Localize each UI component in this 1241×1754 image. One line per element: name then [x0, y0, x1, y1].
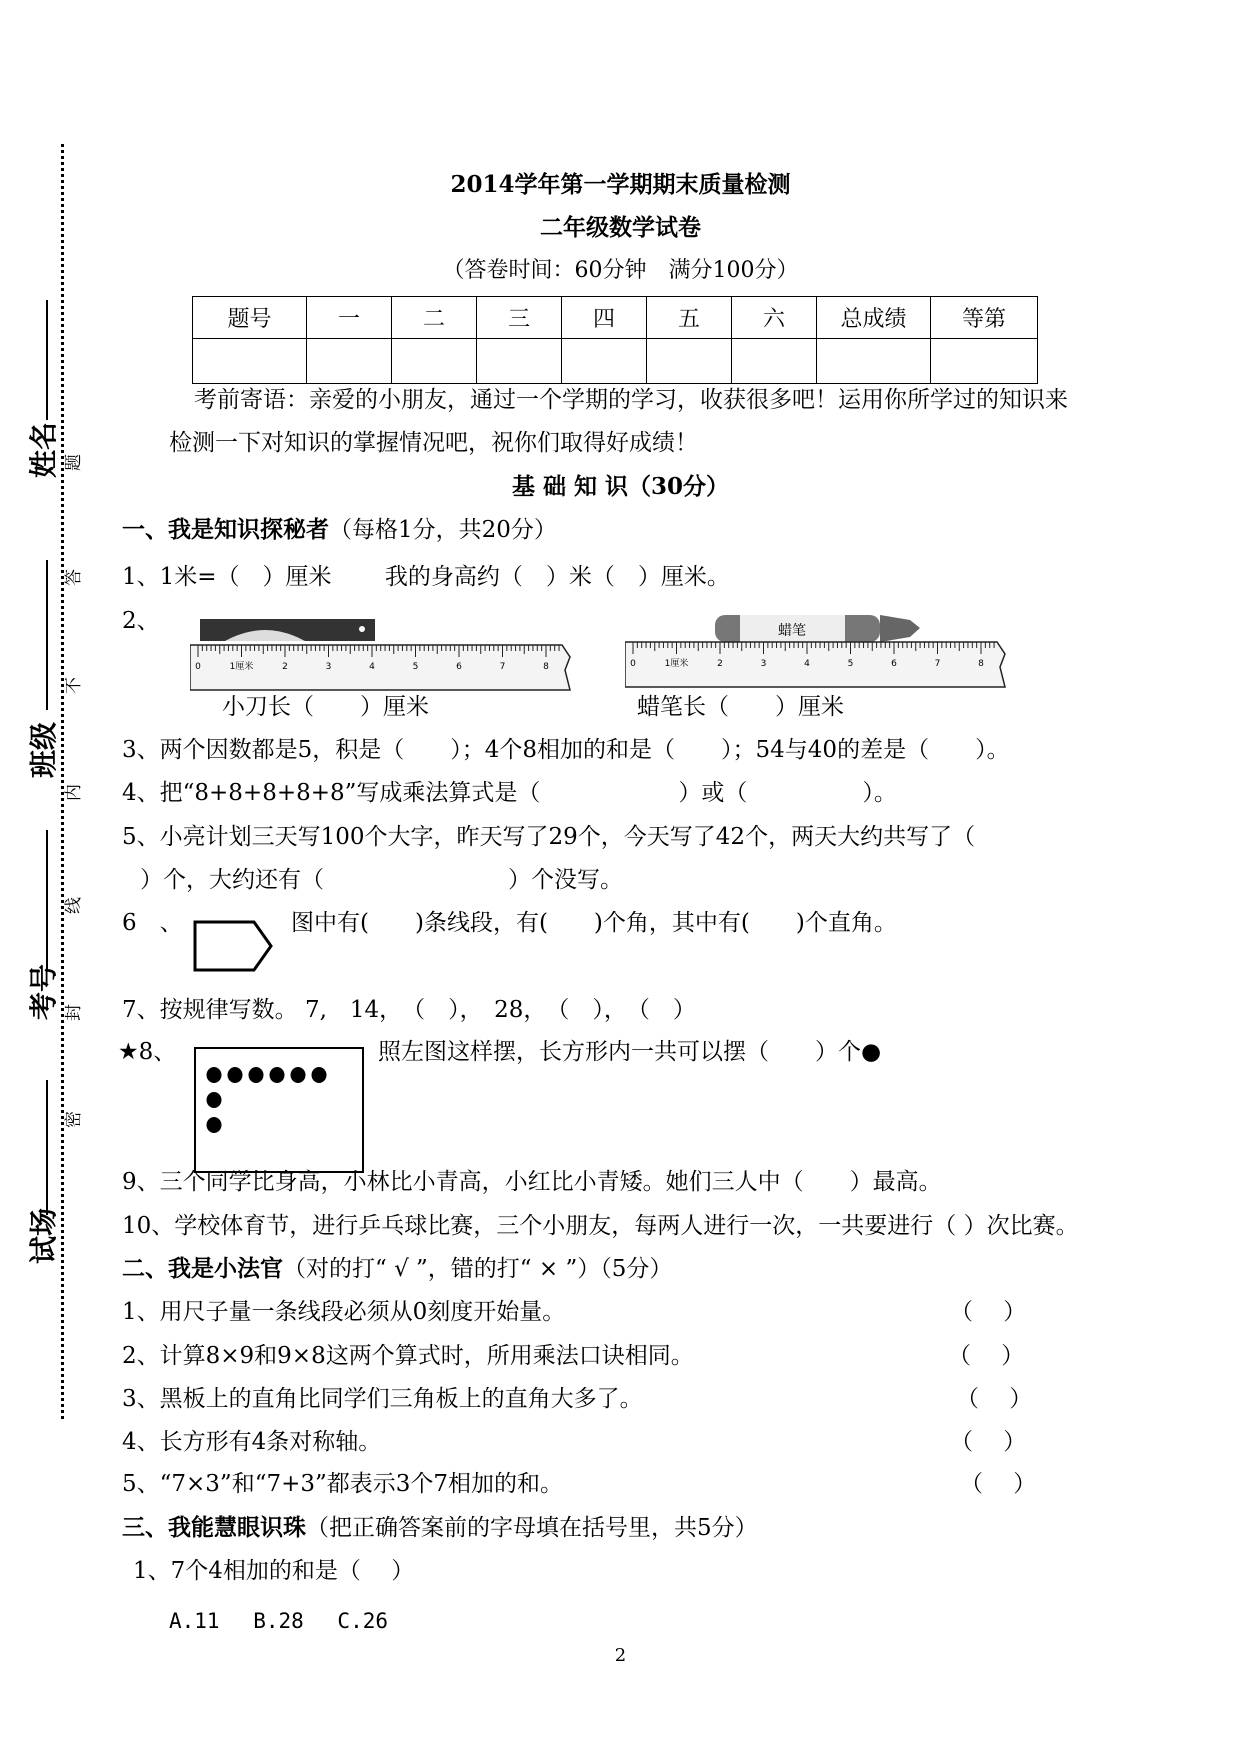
score-table-header: 一 — [307, 297, 392, 339]
ruler-unit-label: 1厘米 — [229, 662, 254, 672]
class-underline — [46, 560, 48, 710]
question-1-10: 10、学校体育节，进行乒乓球比赛，三个小朋友，每两人进行一次，一共要进行（ ）次比赛。 — [122, 1213, 1079, 1239]
rectangle-shape — [195, 1048, 363, 1172]
ruler-number: 8 — [978, 659, 984, 669]
message-line-1: 考前寄语：亲爱的小朋友，通过一个学期的学习，收获很多吧！运用你所学过的知识来 — [194, 387, 1068, 413]
question-1-9: 9、三个同学比身高，小林比小青高，小红比小青矮。她们三人中（ ）最高。 — [122, 1169, 942, 1195]
score-table-header: 三 — [477, 297, 562, 339]
choice-question-1: 1、7个4相加的和是（ ） — [133, 1558, 415, 1584]
score-cell — [193, 339, 307, 384]
ruler-number: 7 — [499, 662, 506, 672]
name-field-label: 姓名 — [27, 421, 61, 479]
ruler-number: 5 — [847, 659, 854, 669]
ruler-number: 0 — [195, 662, 201, 672]
section-2-title: 二、我是小法官 — [122, 1255, 283, 1282]
ruler-number: 8 — [543, 662, 549, 672]
dots-rectangle-figure — [192, 1045, 367, 1175]
dot — [228, 1067, 243, 1083]
section-2-note: （对的打“ √ ”，错的打“ × ”）（5分） — [283, 1256, 673, 1282]
score-cell — [931, 339, 1038, 384]
question-1-8-number: ★8、 — [118, 1039, 177, 1065]
ruler — [625, 642, 1005, 687]
dot — [207, 1092, 222, 1108]
answer-bracket[interactable]: （ ） — [956, 1386, 1033, 1412]
crayon-ruler-figure — [625, 612, 1045, 695]
name-underline — [46, 300, 48, 420]
question-1-2-crayon: 蜡笔长（ ）厘米 — [637, 694, 844, 720]
judge-item: 5、“7×3”和“7+3”都表示3个7相加的和。 — [122, 1471, 564, 1497]
pentagon-figure — [192, 918, 277, 974]
ruler-number: 5 — [412, 662, 419, 672]
crayon-label: 蜡笔 — [778, 623, 806, 639]
score-cell — [647, 339, 732, 384]
part-title: 基 础 知 识（30分） — [511, 473, 730, 500]
score-cell — [817, 339, 931, 384]
ruler-number: 6 — [891, 659, 897, 669]
score-table-header-row — [193, 297, 1038, 339]
judge-item: 2、计算8×9和9×8这两个算式时，所用乘法口诀相同。 — [122, 1343, 694, 1369]
score-cell — [307, 339, 392, 384]
exam-room-underline — [46, 1080, 48, 1215]
ruler-number: 4 — [804, 659, 810, 669]
knife-ruler-figure — [190, 615, 580, 695]
exam-subtitle: 二年级数学试卷 — [540, 214, 701, 241]
section-3-title: 三、我能慧眼识珠 — [122, 1514, 306, 1541]
dot — [207, 1117, 222, 1133]
score-table-header: 四 — [562, 297, 647, 339]
answer-bracket[interactable]: （ ） — [950, 1429, 1027, 1455]
class-field-label: 班级 — [27, 721, 61, 779]
seal-char: 不 — [64, 677, 84, 694]
exam-number-underline — [46, 830, 48, 970]
judge-item: 3、黑板上的直角比同学们三角板上的直角大多了。 — [122, 1386, 643, 1412]
score-cell — [732, 339, 817, 384]
crayon-tip — [880, 615, 920, 642]
question-1-2-knife: 小刀长（ ）厘米 — [222, 694, 429, 720]
ruler-unit-label: 1厘米 — [664, 659, 689, 669]
pentagon-shape — [195, 922, 271, 970]
score-cell — [477, 339, 562, 384]
section-3-note: （把正确答案前的字母填在括号里，共5分） — [306, 1515, 758, 1541]
ruler-number: 6 — [456, 662, 462, 672]
judge-item: 4、长方形有4条对称轴。 — [122, 1429, 382, 1455]
knife-hole — [359, 626, 365, 632]
ruler-number: 4 — [369, 662, 375, 672]
ruler-number: 7 — [934, 659, 941, 669]
section-3-heading — [122, 1514, 758, 1542]
choice-question-1-options: A.11 B.28 C.26 — [169, 1609, 389, 1633]
seal-char: 答 — [64, 569, 84, 586]
dot-group — [207, 1067, 327, 1133]
score-table-header: 等第 — [931, 297, 1038, 339]
question-1-8-text: 照左图这样摆，长方形内一共可以摆（ ）个● — [378, 1039, 882, 1065]
exam-number-field-label: 考号 — [27, 963, 61, 1021]
dot — [270, 1067, 285, 1083]
dot — [312, 1067, 327, 1083]
score-table-header: 五 — [647, 297, 732, 339]
section-1-note: （每格1分，共20分） — [329, 517, 557, 543]
score-table-header: 总成绩 — [817, 297, 931, 339]
question-1-2-number: 2、 — [122, 608, 160, 634]
score-table-header: 二 — [392, 297, 477, 339]
seal-char: 题 — [64, 454, 84, 471]
ruler-number: 2 — [282, 662, 288, 672]
exam-room-field-label: 试场 — [27, 1207, 61, 1265]
question-1-1: 1、1米=（ ）厘米 我的身高约（ ）米（ ）厘米。 — [122, 564, 730, 590]
score-table-header: 题号 — [193, 297, 307, 339]
exam-title: 2014学年第一学期期末质量检测 — [450, 171, 791, 198]
ruler — [190, 645, 570, 690]
judge-item: 1、用尺子量一条线段必须从0刻度开始量。 — [122, 1299, 566, 1325]
question-1-7: 7、按规律写数。 7, 14， （ ）， 28， （ ）， （ ） — [122, 997, 696, 1023]
question-1-6-text: 图中有( )条线段，有( )个角，其中有( )个直角。 — [291, 910, 897, 936]
section-1-heading — [122, 516, 557, 544]
ruler-number: 0 — [630, 659, 636, 669]
ruler-number: 3 — [760, 659, 767, 669]
ruler-number: 3 — [325, 662, 332, 672]
score-table-header: 六 — [732, 297, 817, 339]
answer-bracket[interactable]: （ ） — [960, 1471, 1037, 1497]
score-cell — [562, 339, 647, 384]
section-1-title: 一、我是知识探秘者 — [122, 516, 329, 543]
seal-char: 密 — [64, 1111, 84, 1128]
section-2-heading — [122, 1255, 672, 1283]
answer-bracket[interactable]: （ ） — [950, 1299, 1027, 1325]
seal-char: 内 — [64, 784, 84, 801]
seal-char: 线 — [64, 897, 84, 914]
question-1-5-line-1: 5、小亮计划三天写100个大字，昨天写了29个，今天写了42个，两天大约共写了（ — [122, 824, 976, 850]
question-1-5-line-2: ）个，大约还有（ ）个没写。 — [140, 867, 623, 893]
question-1-6-number: 6 、 — [122, 910, 183, 936]
seal-char: 封 — [64, 1004, 84, 1021]
dot — [249, 1067, 264, 1083]
score-cell — [392, 339, 477, 384]
dot — [291, 1067, 306, 1083]
score-table-score-row — [193, 339, 1038, 384]
question-1-4: 4、把“8+8+8+8+8”写成乘法算式是（ ）或（ ）。 — [122, 780, 897, 806]
message-line-2: 检测一下对知识的掌握情况吧，祝你们取得好成绩！ — [169, 430, 698, 456]
score-table — [192, 296, 1038, 384]
dot — [207, 1067, 222, 1083]
ruler-number: 2 — [717, 659, 723, 669]
question-1-3: 3、两个因数都是5，积是（ ）；4个8相加的和是（ ）；54与40的差是（ ）。 — [122, 737, 1010, 763]
exam-info: （答卷时间：60分钟 满分100分） — [442, 258, 799, 283]
page-number: 2 — [614, 1645, 627, 1666]
answer-bracket[interactable]: （ ） — [948, 1343, 1025, 1369]
